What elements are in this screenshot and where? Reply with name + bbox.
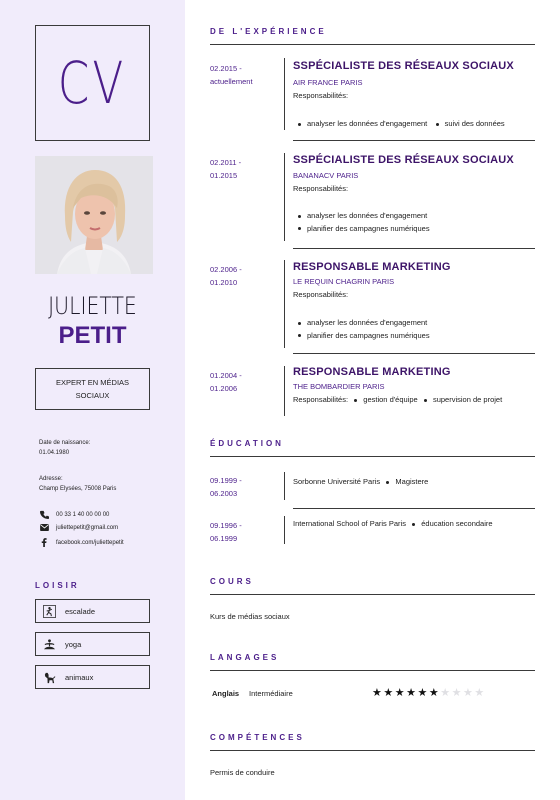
job-date — [210, 369, 242, 395]
birth-label: Date de naissance: — [39, 440, 91, 446]
job-company: BANANACV PARIS — [293, 171, 359, 180]
first-name: JULIETTE — [48, 292, 137, 320]
hobby-item — [35, 599, 150, 623]
edu-entry — [293, 477, 428, 486]
duty-item: planifier des campagnes numériques — [307, 223, 430, 233]
job-divider — [284, 260, 285, 348]
facebook-row — [39, 538, 124, 547]
job-rule — [293, 140, 535, 141]
star-filled-icon: ★ — [428, 687, 441, 699]
skills-heading: COMPÉTENCES — [210, 733, 305, 742]
hobby-item — [35, 665, 150, 689]
star-filled-icon: ★ — [406, 687, 418, 699]
duty-item: supervision de projet — [432, 395, 503, 404]
portrait-image — [35, 156, 153, 274]
phone-value: 00 33 1 40 00 00 00 — [56, 511, 110, 518]
edu-date-end: 06.2003 — [210, 489, 238, 498]
edu-entry — [293, 519, 493, 528]
envelope-icon — [39, 523, 49, 532]
job-duties — [298, 210, 430, 235]
job-rule — [293, 353, 535, 354]
star-filled-icon: ★ — [394, 687, 407, 699]
job-responsibilities-label: Responsabilités: — [293, 395, 349, 404]
facebook-icon — [39, 538, 49, 547]
job-duties — [298, 118, 505, 131]
dog-icon — [42, 670, 56, 684]
edu-date-start: 09.1999 - — [210, 476, 242, 485]
job-divider — [284, 366, 285, 416]
duty-item: suivi des données — [444, 119, 505, 128]
facebook-link[interactable]: facebook.com/juliettepetit — [56, 539, 124, 546]
job-position: RESPONSABLE MARKETING — [293, 261, 451, 273]
phone-row — [39, 510, 109, 519]
job-duties — [298, 317, 430, 342]
job-company: THE BOMBARDIER PARIS — [293, 382, 385, 391]
job-date-end: 01.2015 — [210, 171, 238, 180]
courses-heading: COURS — [210, 577, 254, 586]
language-name: Anglais — [212, 689, 240, 698]
job-date-start: 02.2011 - — [210, 158, 242, 167]
experience-heading: DE L'EXPÉRIENCE — [210, 27, 327, 36]
phone-icon — [39, 510, 49, 519]
job-position: SSPÉCIALISTE DES RÉSEAUX SOCIAUX — [293, 154, 514, 166]
duty-item: analyser les données d'engagement — [307, 119, 428, 128]
birth-block — [39, 438, 90, 458]
address-label: Adresse: — [39, 476, 63, 482]
education-heading: ÉDUCATION — [210, 439, 284, 448]
yoga-icon — [42, 637, 56, 651]
job-date-end: actuellement — [210, 77, 253, 86]
job-company: AIR FRANCE PARIS — [293, 78, 363, 87]
edu-school: International School of Paris Paris — [293, 519, 406, 528]
course-item: Kurs de médias sociaux — [210, 612, 290, 621]
skills-rule — [210, 750, 535, 751]
languages-rule — [210, 670, 535, 671]
job-rule — [293, 248, 535, 249]
star-filled-icon: ★ — [417, 687, 429, 699]
job-divider — [284, 58, 285, 130]
language-rating — [372, 686, 486, 699]
job-date-start: 02.2015 - — [210, 64, 242, 73]
job-date — [210, 263, 242, 289]
hobby-item — [35, 632, 150, 656]
job-position: RESPONSABLE MARKETING — [293, 366, 451, 378]
edu-date-end: 06.1999 — [210, 534, 238, 543]
star-empty-icon: ★ — [451, 687, 463, 699]
job-title: EXPERT EN MÉDIAS SOCIAUX — [55, 378, 130, 400]
cv-monogram: CV — [58, 49, 127, 117]
edu-degree: éducation secondaire — [421, 519, 493, 528]
address-value: Champ Elysées, 75008 Paris — [39, 486, 117, 492]
languages-heading: LANGAGES — [210, 653, 280, 662]
job-divider — [284, 153, 285, 241]
hobby-label: escalade — [65, 606, 96, 616]
job-date-start: 02.2006 - — [210, 265, 242, 274]
hobby-label: animaux — [65, 672, 94, 682]
address-block — [39, 474, 116, 494]
edu-school: Sorbonne Université Paris — [293, 477, 381, 486]
duty-item: analyser les données d'engagement — [307, 211, 428, 220]
job-date-end: 01.2010 — [210, 278, 238, 287]
education-rule — [210, 456, 535, 457]
job-responsibilities-label: Responsabilités: — [293, 91, 349, 100]
job-position: SSPÉCIALISTE DES RÉSEAUX SOCIAUX — [293, 60, 514, 72]
job-company: LE REQUIN CHAGRIN PARIS — [293, 277, 395, 286]
edu-degree: Magistere — [395, 477, 429, 486]
birth-value: 01.04.1980 — [39, 450, 70, 456]
hobby-label: yoga — [65, 639, 82, 649]
edu-divider — [284, 516, 285, 544]
profile-photo — [35, 156, 153, 274]
job-responsibilities-line — [293, 395, 502, 404]
email-link[interactable]: juliettepetit@gmail.com — [56, 524, 119, 531]
job-date-end: 01.2006 — [210, 384, 238, 393]
star-empty-icon: ★ — [463, 687, 475, 699]
job-date — [210, 156, 241, 182]
edu-date — [210, 474, 242, 500]
job-date — [210, 62, 253, 88]
job-date-start: 01.2004 - — [210, 371, 242, 380]
edu-date — [210, 519, 242, 545]
duty-item: planifier des campagnes numériques — [307, 330, 430, 340]
last-name: PETIT — [58, 322, 127, 349]
job-responsibilities-label: Responsabilités: — [293, 290, 349, 299]
star-empty-icon: ★ — [440, 687, 452, 699]
star-filled-icon: ★ — [383, 687, 395, 699]
star-filled-icon: ★ — [372, 687, 384, 699]
cv-monogram-box — [35, 25, 150, 141]
edu-rule — [293, 508, 535, 509]
courses-rule — [210, 594, 535, 595]
job-responsibilities-label: Responsabilités: — [293, 184, 349, 193]
experience-rule — [210, 44, 535, 45]
edu-date-start: 09.1996 - — [210, 521, 242, 530]
language-level: Intermédiaire — [249, 689, 293, 698]
job-title-box — [35, 368, 150, 410]
edu-divider — [284, 472, 285, 500]
leisure-heading: LOISIR — [35, 581, 80, 590]
climbing-icon — [42, 604, 56, 618]
email-row — [39, 523, 118, 532]
star-empty-icon: ★ — [474, 687, 486, 699]
skill-item: Permis de conduire — [210, 768, 275, 777]
duty-item: gestion d'équipe — [363, 395, 418, 404]
duty-item: analyser les données d'engagement — [307, 318, 428, 327]
